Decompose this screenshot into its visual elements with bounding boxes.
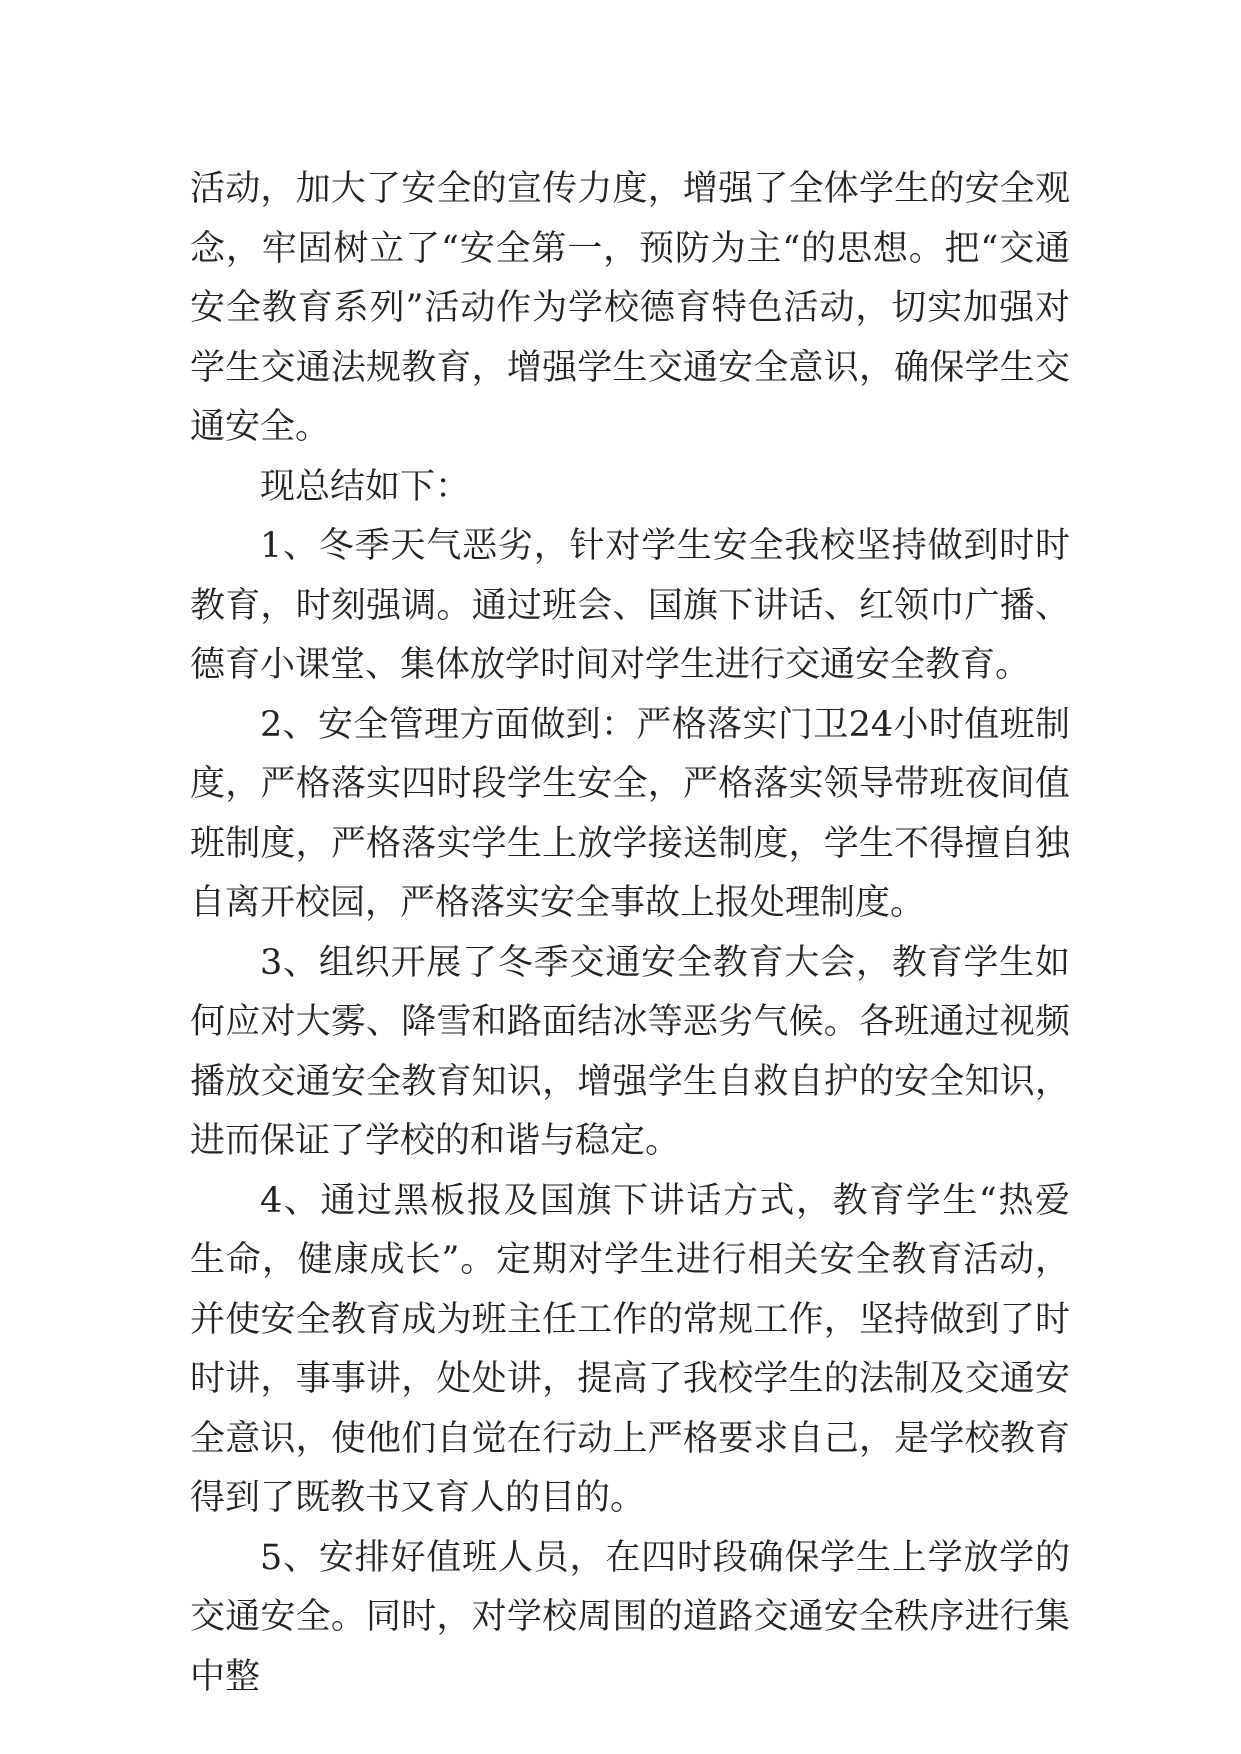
paragraph-item-5: 5、安排好值班人员，在四时段确保学生上学放学的交通安全。同时，对学校周围的道路交通安全秩序进行集中整 [190, 1537, 1070, 1697]
document-body [190, 160, 1070, 1707]
paragraph-item-1: 1、冬季天气恶劣，针对学生安全我校坚持做到时时教育，时刻强调。通过班会、国旗下讲话、红领巾广播、德育小课堂、集体放学时间对学生进行交通安全教育。 [190, 526, 1070, 685]
paragraph-item-3: 3、组织开展了冬季交通安全教育大会，教育学生如何应对大雾、降雪和路面结冰等恶劣气候。各班通过视频播放交通安全教育知识，增强学生自救自护的安全知识，进而保证了学校的和谐与稳定。 [190, 942, 1070, 1161]
paragraph-continuation: 活动，加大了安全的宣传力度，增强了全体学生的安全观念，牢固树立了“安全第一，预防为主“的思想。把“交通安全教育系列”活动作为学校德育特色活动，切实加强对学生交通法规教育，增强学生交通安全意识，确保学生交通安全。 [190, 169, 1070, 447]
paragraph-item-2: 2、安全管理方面做到：严格落实门卫24小时值班制度，严格落实四时段学生安全，严格落实领导带班夜间值班制度，严格落实学生上放学接送制度，学生不得擅自独自离开校园，严格落实安全事故上报处理制度。 [190, 704, 1070, 923]
paragraph-summary-intro: 现总结如下： [260, 466, 471, 507]
paragraph-item-4: 4、通过黑板报及国旗下讲话方式，教育学生“热爱生命，健康成长”。定期对学生进行相关安全教育活动，并使安全教育成为班主任工作的常规工作，坚持做到了时时讲，事事讲，处处讲，提高了我校学生的法制及交通安全意识，使他们自觉在行动上严格要求自己，是学校教育得到了既教书又育人的目的。 [190, 1180, 1070, 1518]
